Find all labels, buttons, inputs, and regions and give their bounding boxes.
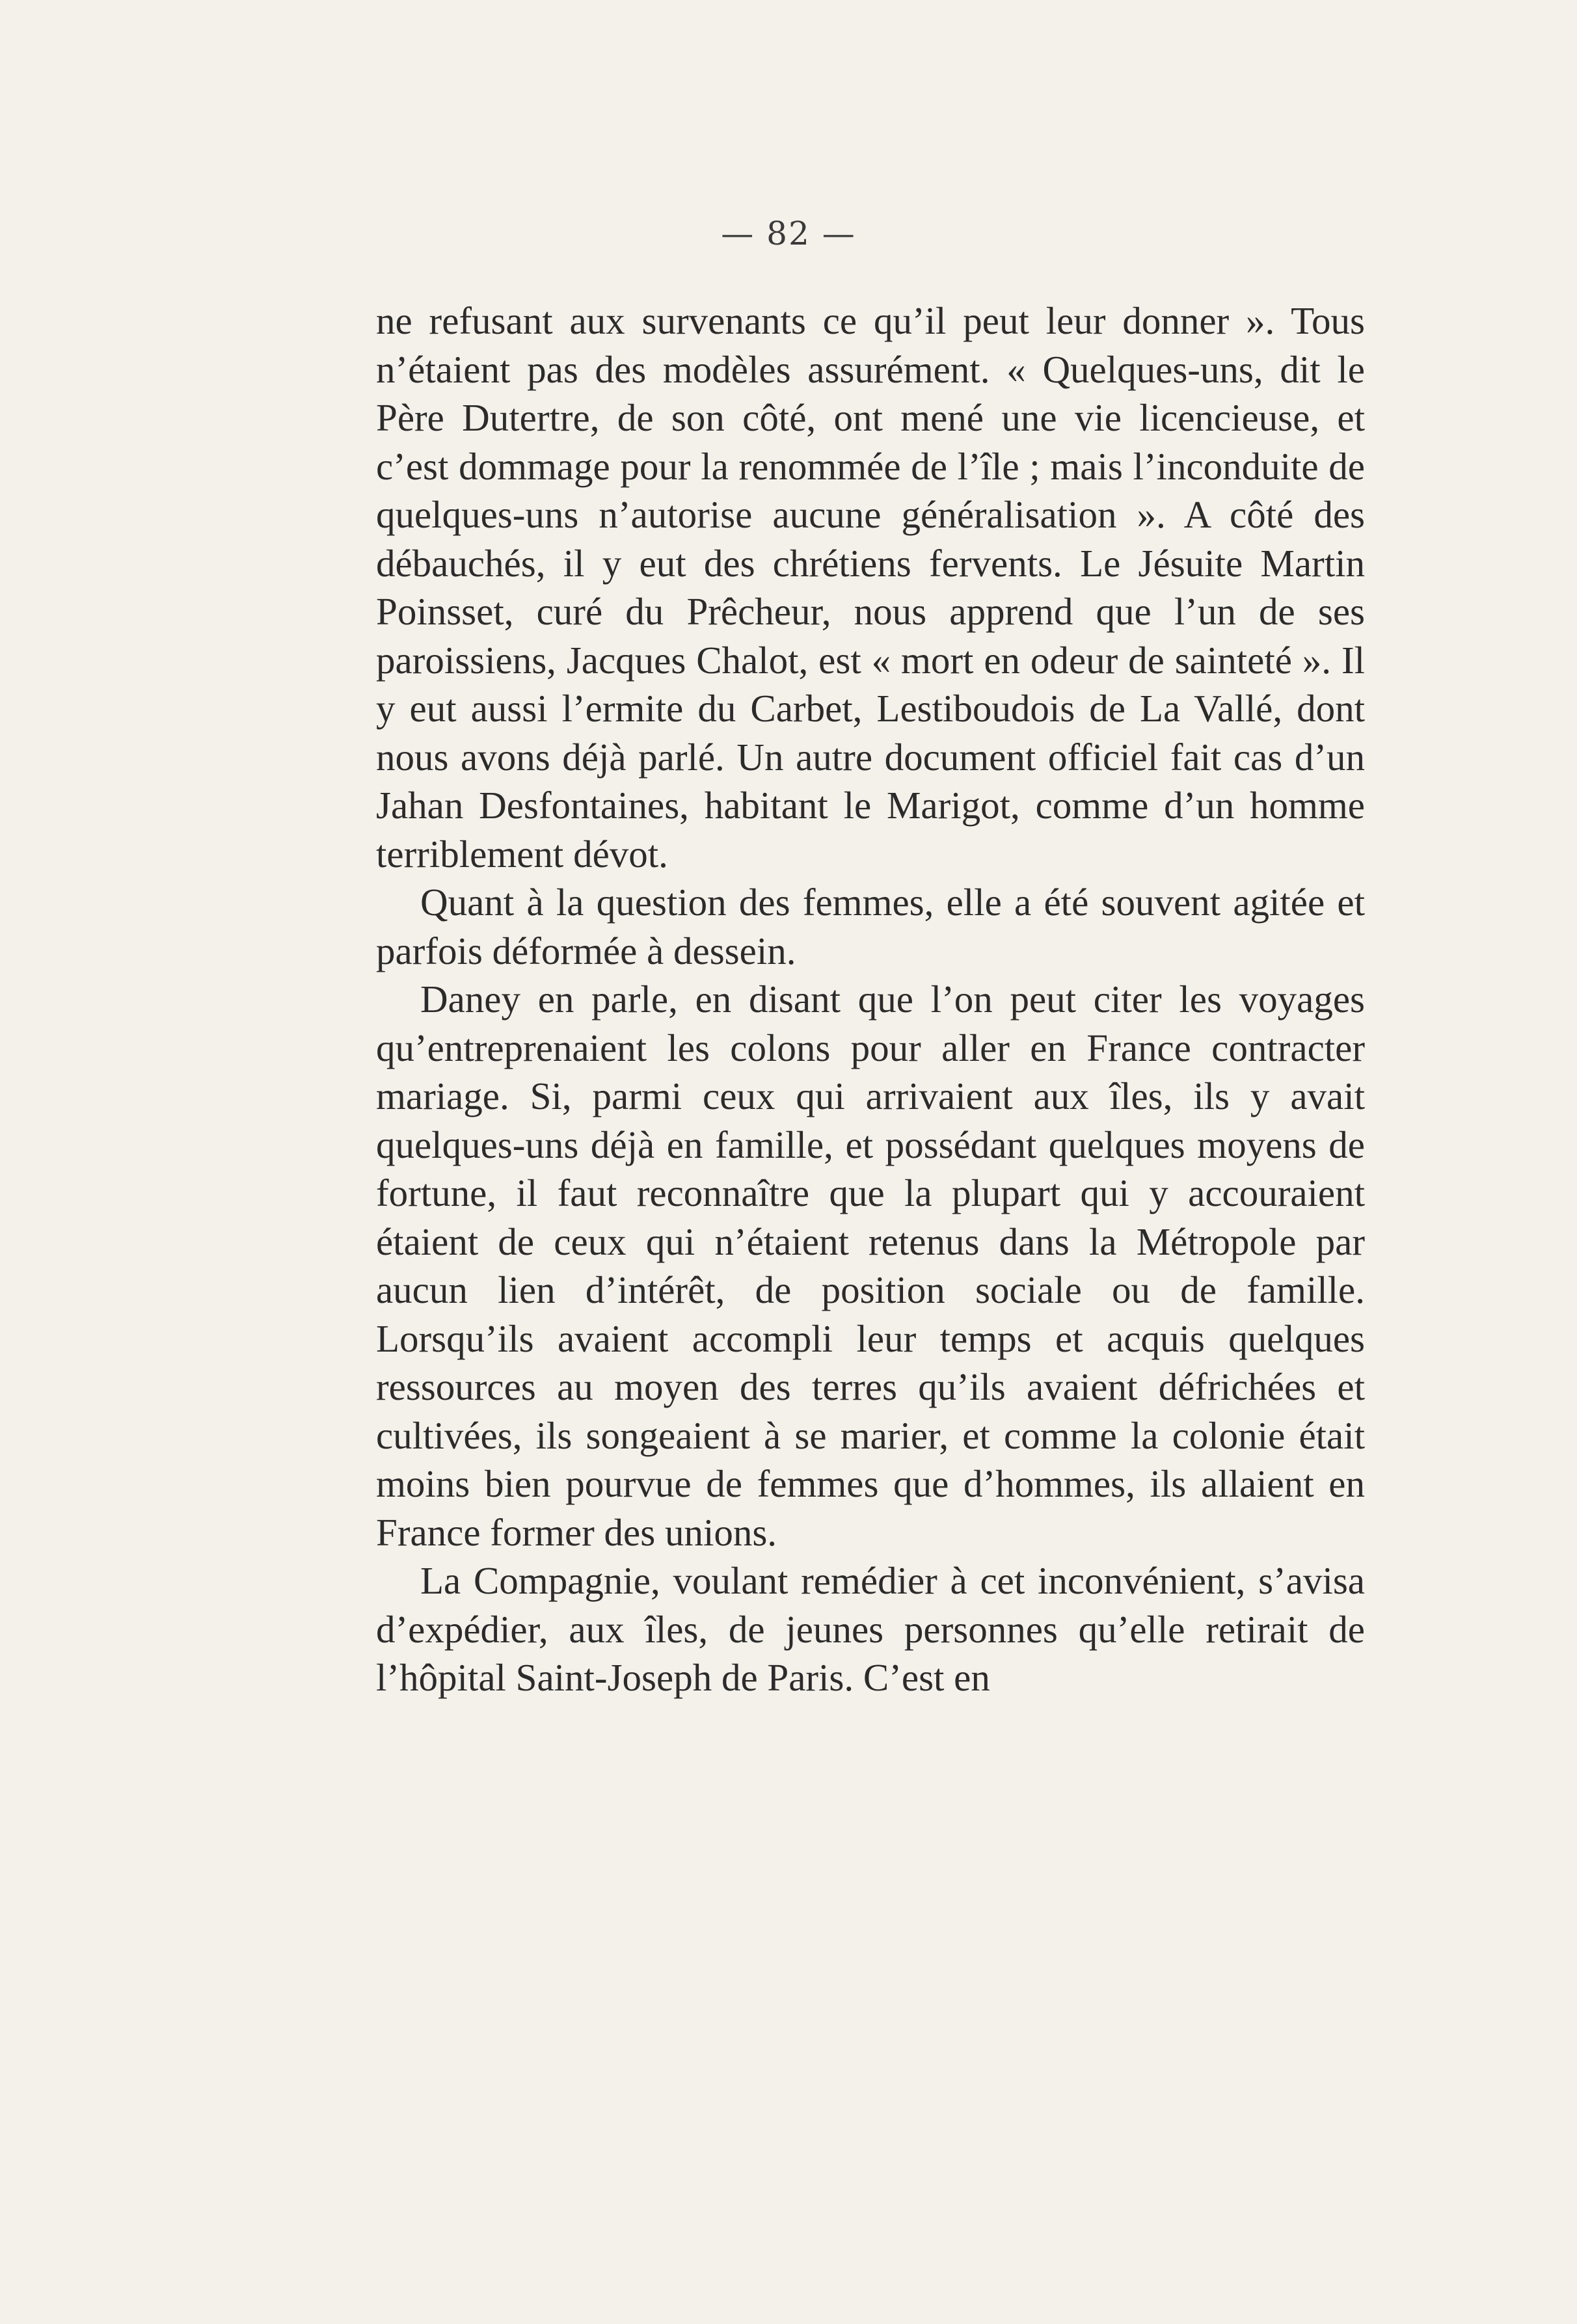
- paragraph-4: La Compagnie, voulant remédier à cet inconvénient, s’avisa d’expédier, aux îles, de jeunes personnes qu’elle retirait de l’hôpital Saint-Joseph de Paris. C’est en: [376, 1559, 1365, 1699]
- body-text: [376, 297, 1365, 1702]
- paragraph-1: ne refusant aux survenants ce qu’il peut leur donner ». Tous n’étaient pas des modèles assurément. « Quelques-uns, dit le Père Dutertre, de son côté, ont mené une vie licencieuse, et c’est dommage pour la renommée de l’île ; mais l’inconduite de quelques-uns n’autorise aucune généralisation ». A côté des débauchés, il y eut des chrétiens fervents. Le Jésuite Martin Poinsset, curé du Prêcheur, nous apprend que l’un de ses paroissiens, Jacques Chalot, est « mort en odeur de sainteté ». Il y eut aussi l’ermite du Carbet, Lestiboudois de La Vallé, dont nous avons déjà parlé. Un autre document officiel fait cas d’un Jahan Desfontaines, habitant le Marigot, comme d’un homme terriblement dévot.: [376, 299, 1365, 875]
- paragraph-2: Quant à la question des femmes, elle a été souvent agitée et parfois déformée à dessein.: [376, 881, 1365, 972]
- paragraph-3: Daney en parle, en disant que l’on peut citer les voyages qu’entreprenaient les colons pour aller en France contracter mariage. Si, parmi ceux qui arrivaient aux îles, ils y avait quelques-uns déjà en famille, et possédant quelques moyens de fortune, il faut reconnaître que la plupart qui y accouraient étaient de ceux qui n’étaient retenus dans la Métropole par aucun lien d’intérêt, de position sociale ou de famille. Lorsqu’ils avaient accompli leur temps et acquis quelques ressources au moyen des terres qu’ils avaient défrichées et cultivées, ils songeaient à se marier, et comme la colonie était moins bien pourvue de femmes que d’hommes, ils allaient en France former des unions.: [376, 978, 1365, 1554]
- page-number: — 82 —: [721, 215, 856, 252]
